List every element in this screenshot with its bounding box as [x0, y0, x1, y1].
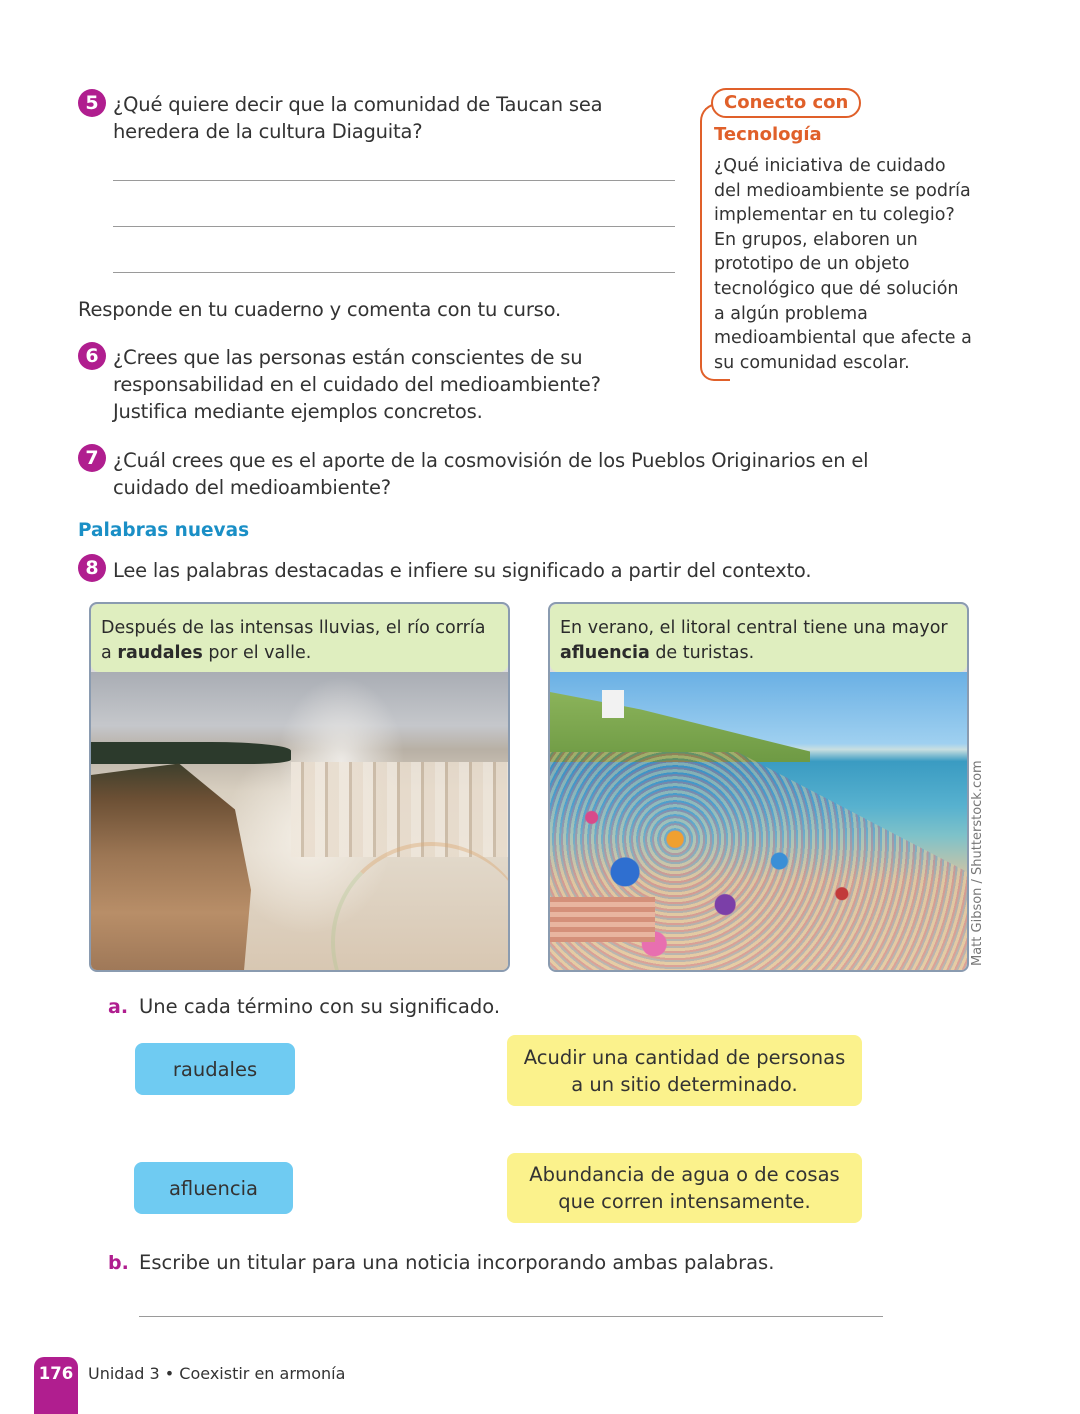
card-caption	[91, 604, 508, 672]
part-b-text: Escribe un titular para una noticia incorporando ambas palabras.	[139, 1251, 775, 1274]
question-5-text: ¿Qué quiere decir que la comunidad de Taucan sea heredera de la cultura Diaguita?	[113, 93, 603, 143]
meaning-2[interactable]: Abundancia de agua o de cosas que corren intensamente.	[507, 1153, 862, 1223]
term-raudales[interactable]: raudales	[135, 1043, 295, 1095]
unit-title: Unidad 3 • Coexistir en armonía	[88, 1364, 346, 1383]
building	[602, 690, 624, 718]
cliff	[91, 752, 251, 972]
caption-text: de turistas.	[655, 643, 755, 663]
question-number-8: 8	[78, 554, 106, 582]
card-caption	[550, 604, 967, 672]
trees	[91, 742, 291, 764]
highlight-word: afluencia	[560, 643, 650, 663]
waterfall-photo	[91, 672, 508, 970]
question-number-7: 7	[78, 444, 106, 472]
conecto-pill: Conecto con	[711, 88, 861, 118]
term-afluencia[interactable]: afluencia	[134, 1162, 293, 1214]
conecto-subject: Tecnología	[714, 124, 822, 145]
headline-answer-line[interactable]	[139, 1316, 883, 1317]
falling-water	[291, 762, 510, 857]
page-number: 176	[34, 1357, 78, 1414]
answer-line-3[interactable]	[113, 272, 675, 273]
part-a-label: a.	[108, 996, 129, 1018]
question-number-5: 5	[78, 89, 106, 117]
question-7-text: ¿Cuál crees que es el aporte de la cosmovisión de los Pueblos Originarios en el cuidado del medioambiente?	[113, 449, 869, 499]
rainbow	[331, 842, 510, 972]
card-raudales	[89, 602, 510, 972]
answer-line-1[interactable]	[113, 180, 675, 181]
part-a-text: Une cada término con su significado.	[139, 995, 501, 1018]
part-b-label: b.	[108, 1252, 129, 1274]
hill	[550, 692, 810, 762]
highlight-word: raudales	[117, 643, 203, 663]
question-number-6: 6	[78, 342, 106, 370]
meaning-1[interactable]: Acudir una cantidad de personas a un sitio determinado.	[507, 1035, 862, 1106]
caption-text: Después de las intensas lluvias, el río corría a	[101, 618, 486, 663]
answer-line-2[interactable]	[113, 226, 675, 227]
conecto-body: ¿Qué iniciativa de cuidado del medioambiente se podría implementar en tu colegio? En grupos, elaboren un prototipo de un objeto tecnológico que dé solución a algún problema medioambiental que afecte a su comunidad escolar.	[714, 156, 972, 373]
caption-text: por el valle.	[208, 643, 312, 663]
card-afluencia	[548, 602, 969, 972]
windbreak	[550, 897, 655, 942]
photo-credit: Matt Gibson / Shutterstock.com	[970, 760, 985, 966]
question-8-text: Lee las palabras destacadas e infiere su significado a partir del contexto.	[113, 559, 812, 582]
caption-text: En verano, el litoral central tiene una mayor	[560, 618, 948, 638]
section-title: Palabras nuevas	[78, 520, 250, 541]
crowded-beach-photo	[550, 672, 967, 970]
question-6-text: ¿Crees que las personas están conscientes de su responsabilidad en el cuidado del medioambiente? Justifica mediante ejemplos concretos.	[113, 346, 601, 423]
instruction-text: Responde en tu cuaderno y comenta con tu curso.	[78, 298, 561, 321]
